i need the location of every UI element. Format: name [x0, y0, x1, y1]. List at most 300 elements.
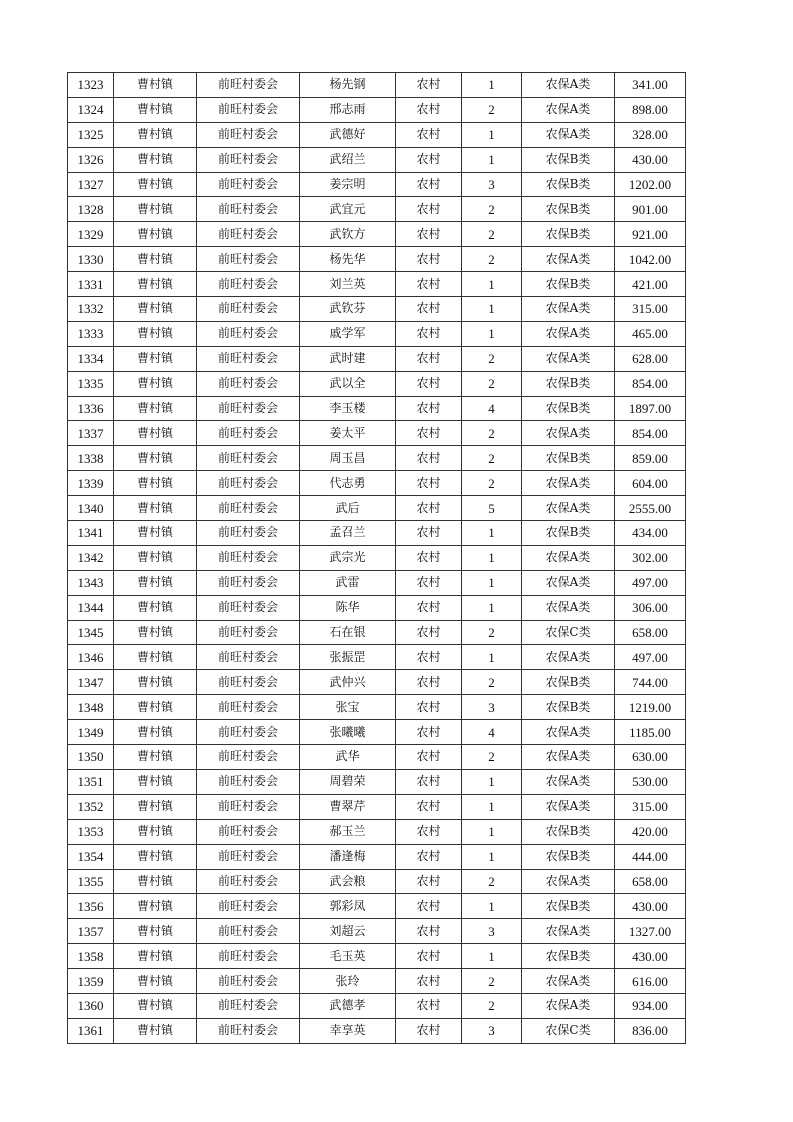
- cell-town: 曹村镇: [114, 769, 197, 794]
- cell-household-size: 1: [462, 894, 522, 919]
- cell-serial: 1330: [68, 247, 114, 272]
- cell-insurance-class: 农保A类: [522, 993, 615, 1018]
- cell-category: 农村: [396, 97, 462, 122]
- cell-village-committee: 前旺村委会: [197, 745, 300, 770]
- cell-category: 农村: [396, 73, 462, 98]
- cell-insurance-class: 农保A类: [522, 496, 615, 521]
- cell-town: 曹村镇: [114, 969, 197, 994]
- cell-town: 曹村镇: [114, 645, 197, 670]
- table-row: [68, 446, 686, 471]
- cell-town: 曹村镇: [114, 197, 197, 222]
- table-row: [68, 471, 686, 496]
- cell-insurance-class: 农保A类: [522, 919, 615, 944]
- cell-insurance-class: 农保A类: [522, 769, 615, 794]
- cell-town: 曹村镇: [114, 944, 197, 969]
- cell-category: 农村: [396, 695, 462, 720]
- cell-category: 农村: [396, 147, 462, 172]
- cell-serial: 1326: [68, 147, 114, 172]
- cell-insurance-class: 农保A类: [522, 745, 615, 770]
- cell-category: 农村: [396, 794, 462, 819]
- cell-village-committee: 前旺村委会: [197, 172, 300, 197]
- cell-serial: 1336: [68, 396, 114, 421]
- cell-household-size: 3: [462, 919, 522, 944]
- table-row: [68, 670, 686, 695]
- cell-insurance-class: 农保B类: [522, 819, 615, 844]
- cell-town: 曹村镇: [114, 122, 197, 147]
- table-row: [68, 819, 686, 844]
- cell-category: 农村: [396, 570, 462, 595]
- cell-amount: 934.00: [615, 993, 686, 1018]
- cell-household-size: 2: [462, 969, 522, 994]
- cell-insurance-class: 农保C类: [522, 1018, 615, 1043]
- cell-amount: 616.00: [615, 969, 686, 994]
- cell-village-committee: 前旺村委会: [197, 670, 300, 695]
- cell-amount: 658.00: [615, 620, 686, 645]
- cell-town: 曹村镇: [114, 97, 197, 122]
- cell-category: 农村: [396, 122, 462, 147]
- cell-household-size: 2: [462, 471, 522, 496]
- cell-amount: 497.00: [615, 570, 686, 595]
- cell-category: 农村: [396, 595, 462, 620]
- cell-insurance-class: 农保A类: [522, 969, 615, 994]
- cell-amount: 430.00: [615, 944, 686, 969]
- table-row: [68, 346, 686, 371]
- cell-town: 曹村镇: [114, 346, 197, 371]
- cell-name: 武钦方: [300, 222, 396, 247]
- cell-village-committee: 前旺村委会: [197, 371, 300, 396]
- cell-amount: 341.00: [615, 73, 686, 98]
- table-row: [68, 197, 686, 222]
- cell-household-size: 2: [462, 97, 522, 122]
- cell-household-size: 1: [462, 147, 522, 172]
- cell-insurance-class: 农保A类: [522, 73, 615, 98]
- cell-insurance-class: 农保B类: [522, 944, 615, 969]
- cell-name: 武德孝: [300, 993, 396, 1018]
- cell-town: 曹村镇: [114, 919, 197, 944]
- cell-category: 农村: [396, 521, 462, 546]
- cell-village-committee: 前旺村委会: [197, 521, 300, 546]
- table-row: [68, 695, 686, 720]
- cell-name: 姜太平: [300, 421, 396, 446]
- cell-category: 农村: [396, 172, 462, 197]
- cell-household-size: 1: [462, 794, 522, 819]
- cell-serial: 1338: [68, 446, 114, 471]
- cell-category: 农村: [396, 645, 462, 670]
- cell-category: 农村: [396, 247, 462, 272]
- cell-serial: 1358: [68, 944, 114, 969]
- cell-insurance-class: 农保A类: [522, 122, 615, 147]
- table-row: [68, 645, 686, 670]
- cell-category: 农村: [396, 321, 462, 346]
- cell-town: 曹村镇: [114, 396, 197, 421]
- cell-insurance-class: 农保A类: [522, 297, 615, 322]
- table-row: [68, 794, 686, 819]
- cell-serial: 1361: [68, 1018, 114, 1043]
- cell-insurance-class: 农保B类: [522, 695, 615, 720]
- cell-household-size: 1: [462, 321, 522, 346]
- cell-category: 农村: [396, 993, 462, 1018]
- cell-town: 曹村镇: [114, 695, 197, 720]
- cell-insurance-class: 农保A类: [522, 321, 615, 346]
- cell-category: 农村: [396, 371, 462, 396]
- cell-category: 农村: [396, 421, 462, 446]
- cell-name: 幸享英: [300, 1018, 396, 1043]
- cell-serial: 1329: [68, 222, 114, 247]
- cell-category: 农村: [396, 819, 462, 844]
- table-row: [68, 73, 686, 98]
- cell-category: 农村: [396, 545, 462, 570]
- cell-category: 农村: [396, 1018, 462, 1043]
- cell-serial: 1341: [68, 521, 114, 546]
- cell-amount: 630.00: [615, 745, 686, 770]
- table-row: [68, 521, 686, 546]
- table-row: [68, 421, 686, 446]
- cell-insurance-class: 农保A类: [522, 720, 615, 745]
- table-row: [68, 371, 686, 396]
- cell-category: 农村: [396, 769, 462, 794]
- cell-name: 陈华: [300, 595, 396, 620]
- cell-village-committee: 前旺村委会: [197, 993, 300, 1018]
- cell-amount: 1042.00: [615, 247, 686, 272]
- cell-town: 曹村镇: [114, 720, 197, 745]
- cell-village-committee: 前旺村委会: [197, 122, 300, 147]
- cell-amount: 302.00: [615, 545, 686, 570]
- cell-amount: 854.00: [615, 371, 686, 396]
- table-row: [68, 272, 686, 297]
- cell-name: 郝玉兰: [300, 819, 396, 844]
- cell-amount: 1327.00: [615, 919, 686, 944]
- cell-household-size: 1: [462, 595, 522, 620]
- cell-town: 曹村镇: [114, 894, 197, 919]
- table-row: [68, 396, 686, 421]
- cell-insurance-class: 农保A类: [522, 645, 615, 670]
- cell-town: 曹村镇: [114, 446, 197, 471]
- cell-serial: 1354: [68, 844, 114, 869]
- cell-town: 曹村镇: [114, 222, 197, 247]
- cell-name: 杨先钢: [300, 73, 396, 98]
- cell-amount: 1185.00: [615, 720, 686, 745]
- cell-amount: 315.00: [615, 794, 686, 819]
- cell-serial: 1344: [68, 595, 114, 620]
- cell-insurance-class: 农保B类: [522, 371, 615, 396]
- cell-amount: 430.00: [615, 147, 686, 172]
- cell-category: 农村: [396, 496, 462, 521]
- cell-town: 曹村镇: [114, 1018, 197, 1043]
- cell-household-size: 3: [462, 695, 522, 720]
- table-row: [68, 595, 686, 620]
- cell-household-size: 4: [462, 720, 522, 745]
- cell-amount: 430.00: [615, 894, 686, 919]
- cell-serial: 1335: [68, 371, 114, 396]
- cell-insurance-class: 农保B类: [522, 521, 615, 546]
- cell-insurance-class: 农保B类: [522, 172, 615, 197]
- cell-household-size: 1: [462, 122, 522, 147]
- cell-name: 戚学军: [300, 321, 396, 346]
- cell-household-size: 3: [462, 172, 522, 197]
- cell-category: 农村: [396, 670, 462, 695]
- cell-village-committee: 前旺村委会: [197, 794, 300, 819]
- cell-serial: 1356: [68, 894, 114, 919]
- cell-name: 张振罡: [300, 645, 396, 670]
- cell-town: 曹村镇: [114, 844, 197, 869]
- cell-name: 郭彩凤: [300, 894, 396, 919]
- table-row: [68, 720, 686, 745]
- cell-household-size: 1: [462, 521, 522, 546]
- cell-amount: 328.00: [615, 122, 686, 147]
- cell-serial: 1340: [68, 496, 114, 521]
- cell-name: 武雷: [300, 570, 396, 595]
- cell-amount: 744.00: [615, 670, 686, 695]
- cell-village-committee: 前旺村委会: [197, 769, 300, 794]
- cell-name: 张玲: [300, 969, 396, 994]
- table-row: [68, 222, 686, 247]
- cell-village-committee: 前旺村委会: [197, 346, 300, 371]
- cell-amount: 444.00: [615, 844, 686, 869]
- cell-town: 曹村镇: [114, 297, 197, 322]
- cell-village-committee: 前旺村委会: [197, 695, 300, 720]
- cell-household-size: 5: [462, 496, 522, 521]
- cell-name: 武华: [300, 745, 396, 770]
- cell-amount: 854.00: [615, 421, 686, 446]
- cell-household-size: 2: [462, 247, 522, 272]
- cell-serial: 1323: [68, 73, 114, 98]
- cell-village-committee: 前旺村委会: [197, 297, 300, 322]
- cell-serial: 1357: [68, 919, 114, 944]
- cell-serial: 1328: [68, 197, 114, 222]
- cell-village-committee: 前旺村委会: [197, 844, 300, 869]
- cell-name: 武德好: [300, 122, 396, 147]
- cell-village-committee: 前旺村委会: [197, 147, 300, 172]
- cell-village-committee: 前旺村委会: [197, 1018, 300, 1043]
- cell-category: 农村: [396, 919, 462, 944]
- table-row: [68, 944, 686, 969]
- cell-serial: 1333: [68, 321, 114, 346]
- records-table: [67, 72, 686, 1044]
- cell-household-size: 1: [462, 645, 522, 670]
- cell-serial: 1359: [68, 969, 114, 994]
- cell-town: 曹村镇: [114, 819, 197, 844]
- cell-town: 曹村镇: [114, 595, 197, 620]
- cell-household-size: 2: [462, 222, 522, 247]
- cell-insurance-class: 农保A类: [522, 595, 615, 620]
- cell-town: 曹村镇: [114, 421, 197, 446]
- cell-household-size: 2: [462, 869, 522, 894]
- cell-insurance-class: 农保B类: [522, 272, 615, 297]
- cell-insurance-class: 农保A类: [522, 545, 615, 570]
- cell-town: 曹村镇: [114, 521, 197, 546]
- cell-category: 农村: [396, 869, 462, 894]
- cell-town: 曹村镇: [114, 321, 197, 346]
- table-row: [68, 297, 686, 322]
- cell-household-size: 1: [462, 545, 522, 570]
- cell-name: 武仲兴: [300, 670, 396, 695]
- cell-name: 武会粮: [300, 869, 396, 894]
- cell-household-size: 4: [462, 396, 522, 421]
- cell-village-committee: 前旺村委会: [197, 645, 300, 670]
- cell-household-size: 2: [462, 197, 522, 222]
- table-row: [68, 919, 686, 944]
- table-body: [68, 73, 686, 1044]
- cell-insurance-class: 农保A类: [522, 97, 615, 122]
- cell-amount: 465.00: [615, 321, 686, 346]
- cell-village-committee: 前旺村委会: [197, 620, 300, 645]
- cell-village-committee: 前旺村委会: [197, 545, 300, 570]
- cell-name: 周碧荣: [300, 769, 396, 794]
- cell-amount: 497.00: [615, 645, 686, 670]
- cell-category: 农村: [396, 346, 462, 371]
- table-row: [68, 745, 686, 770]
- cell-village-committee: 前旺村委会: [197, 197, 300, 222]
- cell-town: 曹村镇: [114, 496, 197, 521]
- cell-name: 武以全: [300, 371, 396, 396]
- cell-town: 曹村镇: [114, 471, 197, 496]
- cell-name: 孟召兰: [300, 521, 396, 546]
- cell-amount: 901.00: [615, 197, 686, 222]
- cell-amount: 836.00: [615, 1018, 686, 1043]
- cell-village-committee: 前旺村委会: [197, 570, 300, 595]
- cell-household-size: 2: [462, 346, 522, 371]
- cell-village-committee: 前旺村委会: [197, 969, 300, 994]
- cell-serial: 1343: [68, 570, 114, 595]
- table-row: [68, 321, 686, 346]
- cell-serial: 1352: [68, 794, 114, 819]
- cell-village-committee: 前旺村委会: [197, 595, 300, 620]
- cell-village-committee: 前旺村委会: [197, 247, 300, 272]
- cell-insurance-class: 农保B类: [522, 446, 615, 471]
- cell-name: 武时建: [300, 346, 396, 371]
- cell-serial: 1331: [68, 272, 114, 297]
- cell-insurance-class: 农保B类: [522, 894, 615, 919]
- cell-insurance-class: 农保B类: [522, 222, 615, 247]
- cell-insurance-class: 农保B类: [522, 396, 615, 421]
- cell-household-size: 1: [462, 297, 522, 322]
- cell-village-committee: 前旺村委会: [197, 73, 300, 98]
- cell-insurance-class: 农保A类: [522, 346, 615, 371]
- cell-town: 曹村镇: [114, 794, 197, 819]
- cell-insurance-class: 农保B类: [522, 670, 615, 695]
- cell-name: 石在银: [300, 620, 396, 645]
- cell-insurance-class: 农保A类: [522, 794, 615, 819]
- cell-village-committee: 前旺村委会: [197, 869, 300, 894]
- cell-category: 农村: [396, 944, 462, 969]
- cell-category: 农村: [396, 894, 462, 919]
- cell-serial: 1346: [68, 645, 114, 670]
- cell-insurance-class: 农保A类: [522, 421, 615, 446]
- cell-serial: 1345: [68, 620, 114, 645]
- table-row: [68, 147, 686, 172]
- cell-name: 武后: [300, 496, 396, 521]
- cell-amount: 421.00: [615, 272, 686, 297]
- cell-village-committee: 前旺村委会: [197, 919, 300, 944]
- cell-name: 姜宗明: [300, 172, 396, 197]
- cell-town: 曹村镇: [114, 869, 197, 894]
- cell-household-size: 1: [462, 570, 522, 595]
- cell-amount: 898.00: [615, 97, 686, 122]
- table-row: [68, 97, 686, 122]
- cell-amount: 859.00: [615, 446, 686, 471]
- cell-town: 曹村镇: [114, 620, 197, 645]
- cell-name: 刘兰英: [300, 272, 396, 297]
- cell-category: 农村: [396, 844, 462, 869]
- cell-name: 杨先华: [300, 247, 396, 272]
- cell-household-size: 2: [462, 670, 522, 695]
- table-row: [68, 894, 686, 919]
- cell-name: 武钦芬: [300, 297, 396, 322]
- cell-household-size: 1: [462, 844, 522, 869]
- cell-category: 农村: [396, 471, 462, 496]
- cell-amount: 420.00: [615, 819, 686, 844]
- cell-village-committee: 前旺村委会: [197, 496, 300, 521]
- cell-serial: 1327: [68, 172, 114, 197]
- table-row: [68, 570, 686, 595]
- cell-village-committee: 前旺村委会: [197, 421, 300, 446]
- cell-insurance-class: 农保B类: [522, 844, 615, 869]
- cell-town: 曹村镇: [114, 247, 197, 272]
- cell-amount: 530.00: [615, 769, 686, 794]
- cell-serial: 1324: [68, 97, 114, 122]
- cell-name: 张宝: [300, 695, 396, 720]
- cell-town: 曹村镇: [114, 570, 197, 595]
- cell-amount: 921.00: [615, 222, 686, 247]
- cell-amount: 315.00: [615, 297, 686, 322]
- cell-serial: 1347: [68, 670, 114, 695]
- cell-serial: 1332: [68, 297, 114, 322]
- cell-category: 农村: [396, 222, 462, 247]
- cell-town: 曹村镇: [114, 272, 197, 297]
- cell-village-committee: 前旺村委会: [197, 720, 300, 745]
- cell-household-size: 2: [462, 993, 522, 1018]
- cell-serial: 1353: [68, 819, 114, 844]
- cell-serial: 1350: [68, 745, 114, 770]
- cell-insurance-class: 农保A类: [522, 570, 615, 595]
- cell-household-size: 2: [462, 620, 522, 645]
- cell-name: 武宜元: [300, 197, 396, 222]
- cell-village-committee: 前旺村委会: [197, 446, 300, 471]
- cell-household-size: 1: [462, 769, 522, 794]
- cell-village-committee: 前旺村委会: [197, 396, 300, 421]
- cell-category: 农村: [396, 720, 462, 745]
- cell-household-size: 2: [462, 446, 522, 471]
- cell-insurance-class: 农保C类: [522, 620, 615, 645]
- cell-household-size: 1: [462, 944, 522, 969]
- cell-town: 曹村镇: [114, 371, 197, 396]
- cell-town: 曹村镇: [114, 745, 197, 770]
- cell-category: 农村: [396, 197, 462, 222]
- cell-serial: 1360: [68, 993, 114, 1018]
- cell-amount: 1219.00: [615, 695, 686, 720]
- table-row: [68, 545, 686, 570]
- cell-town: 曹村镇: [114, 670, 197, 695]
- cell-town: 曹村镇: [114, 993, 197, 1018]
- cell-category: 农村: [396, 396, 462, 421]
- cell-amount: 306.00: [615, 595, 686, 620]
- cell-category: 农村: [396, 297, 462, 322]
- cell-town: 曹村镇: [114, 73, 197, 98]
- cell-category: 农村: [396, 620, 462, 645]
- cell-household-size: 1: [462, 819, 522, 844]
- cell-village-committee: 前旺村委会: [197, 272, 300, 297]
- cell-serial: 1349: [68, 720, 114, 745]
- cell-name: 张曦曦: [300, 720, 396, 745]
- cell-insurance-class: 农保A类: [522, 471, 615, 496]
- cell-serial: 1342: [68, 545, 114, 570]
- cell-name: 潘逢梅: [300, 844, 396, 869]
- cell-household-size: 1: [462, 272, 522, 297]
- cell-insurance-class: 农保A类: [522, 247, 615, 272]
- cell-village-committee: 前旺村委会: [197, 819, 300, 844]
- cell-name: 武绍兰: [300, 147, 396, 172]
- cell-amount: 2555.00: [615, 496, 686, 521]
